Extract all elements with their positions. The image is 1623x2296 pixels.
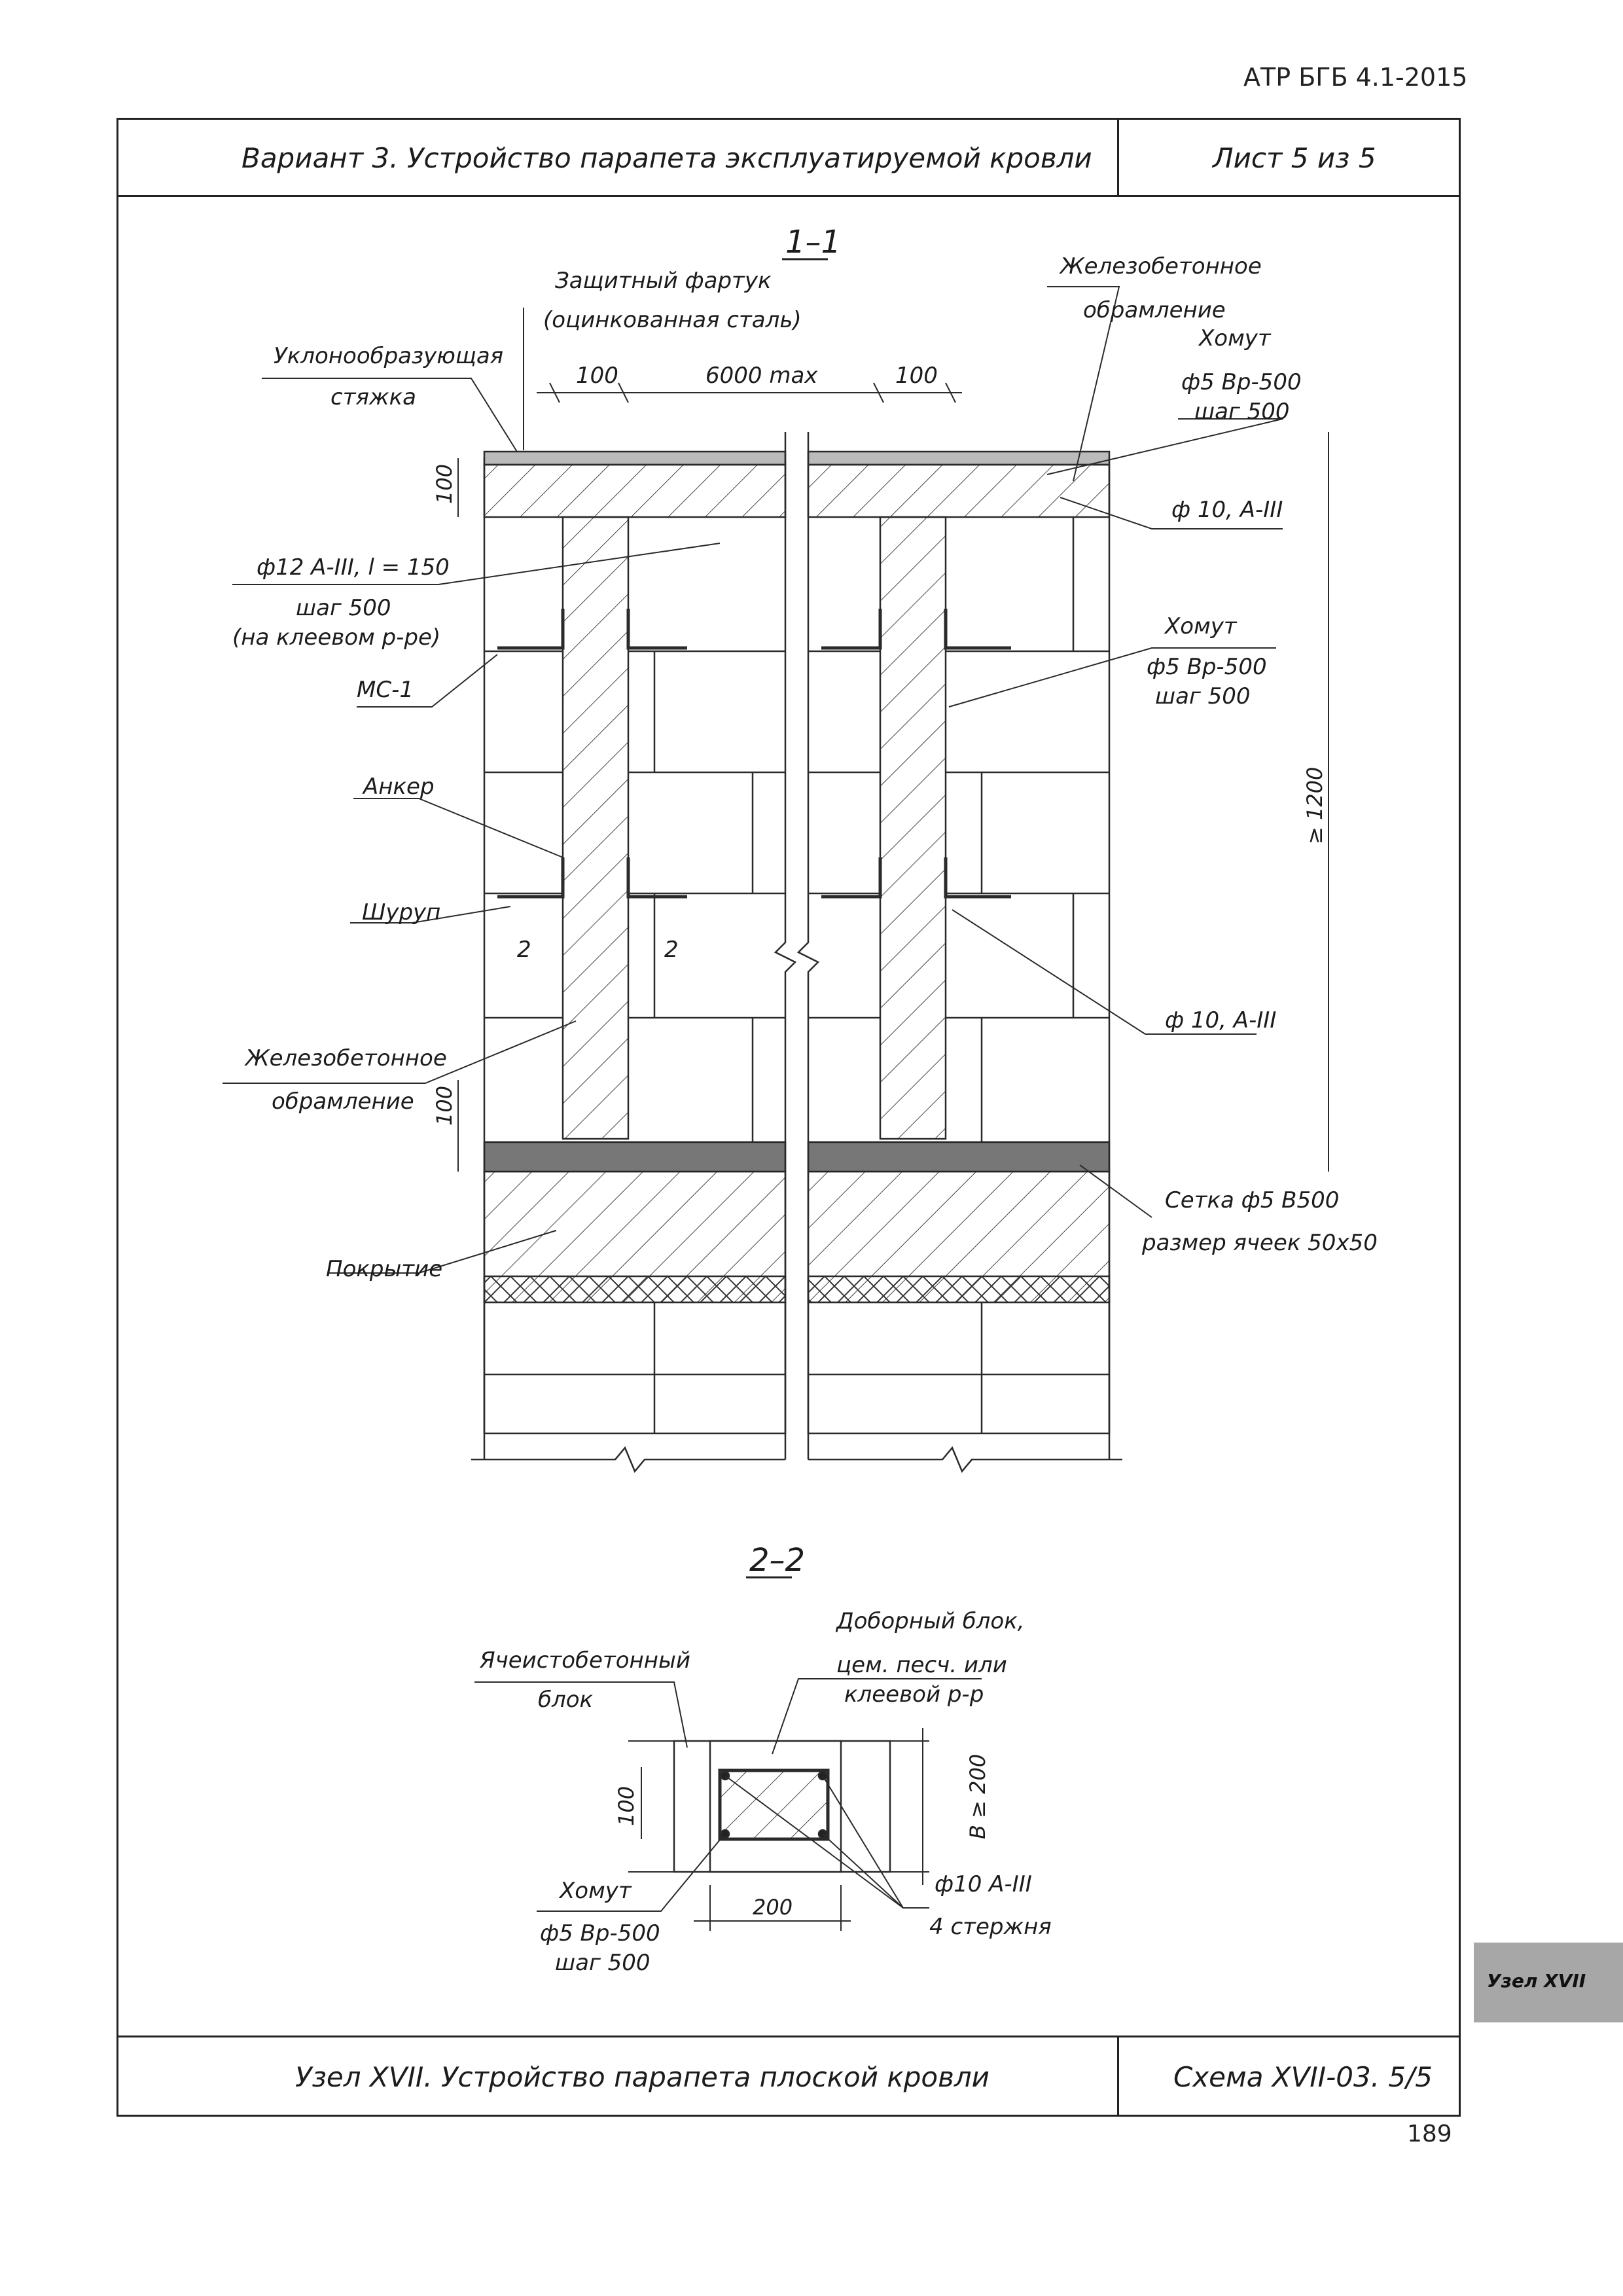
dim-width: 200 (753, 1895, 793, 1920)
extra-label-2: цем. песч. или (836, 1652, 1007, 1678)
node-title: Узел XVII. Устройство парапета плоской кровли (295, 2061, 990, 2093)
dim-right-margin: 100 (895, 363, 938, 389)
section-1-drawing (223, 287, 1329, 1471)
dim-top-slab: 100 (432, 463, 457, 504)
clamp-top-label-3: шаг 500 (1194, 399, 1290, 425)
section-2-label: 2–2 (749, 1542, 806, 1579)
rebar12-label-1: ф12 А-III, l = 150 (257, 554, 450, 581)
section-mark-right: 2 (664, 937, 679, 963)
section-mark-left: 2 (517, 937, 531, 963)
dim-thickness: 100 (614, 1785, 639, 1826)
clamp-label-3: шаг 500 (555, 1950, 651, 1976)
clamp-top-label-2: ф5 Вр-500 (1181, 369, 1302, 395)
clamp-top-label-1: Хомут (1199, 325, 1271, 351)
clamp-label-2: ф5 Вр-500 (540, 1920, 660, 1946)
section-2-drawing (474, 1679, 982, 1931)
rebar-label-1: ф10 А-III (935, 1871, 1032, 1897)
mesh-label-2: размер ячеек 50х50 (1142, 1230, 1378, 1256)
rebar10-top-label: ф 10, А-III (1171, 497, 1283, 523)
ms1-label: МС-1 (357, 677, 414, 703)
clamp-mid-label-2: ф5 Вр-500 (1147, 654, 1267, 680)
section-1-label: 1–1 (785, 224, 842, 260)
dim-height: ≥ 1200 (1302, 766, 1327, 844)
block-label-2: блок (538, 1687, 594, 1713)
sheet-number: Лист 5 из 5 (1213, 142, 1376, 174)
clamp-label-1: Хомут (560, 1878, 632, 1904)
frame-top-label-2: обрамление (1083, 297, 1226, 323)
screed-label-2: стяжка (330, 384, 416, 410)
screw-label: Шуруп (362, 899, 441, 925)
mesh-label-1: Сетка ф5 В500 (1165, 1187, 1340, 1213)
dim-bottom-slab: 100 (432, 1085, 457, 1126)
rebar10-bot-label: ф 10, А-III (1165, 1007, 1277, 1033)
frame-bot-label-2: обрамление (272, 1088, 414, 1115)
apron-label-2: (оцинкованная сталь) (543, 307, 802, 333)
dim-span: 6000 max (705, 363, 818, 389)
right-parapet-part (808, 452, 1109, 1460)
extra-label-3: клеевой р-р (844, 1681, 984, 1708)
document-code: АТР БГБ 4.1-2015 (1243, 63, 1468, 92)
dim-left-margin: 100 (576, 363, 618, 389)
block-label-1: Ячеистобетонный (480, 1647, 690, 1674)
section-1-annotations (232, 253, 1378, 1282)
apron-label-1: Защитный фартук (555, 268, 772, 294)
anchor-label: Анкер (363, 774, 435, 800)
rebar-label-2: 4 стержня (929, 1914, 1052, 1940)
page-number: 189 (1407, 2121, 1452, 2147)
extra-label-1: Доборный блок, (836, 1608, 1025, 1634)
covering-label: Покрытие (326, 1256, 443, 1282)
scheme-code: Схема XVII-03. 5/5 (1173, 2061, 1433, 2093)
dim-block-height: B ≥ 200 (965, 1753, 990, 1839)
clamp-mid-label-1: Хомут (1165, 613, 1237, 639)
screed-label-1: Уклонообразующая (274, 343, 504, 369)
rebar12-label-2: шаг 500 (296, 595, 391, 621)
frame-top-label-1: Железобетонное (1060, 253, 1262, 279)
sheet-title: Вариант 3. Устройство парапета эксплуатируемой кровли (241, 142, 1092, 174)
clamp-mid-label-3: шаг 500 (1155, 683, 1251, 709)
frame-bot-label-1: Железобетонное (245, 1045, 447, 1071)
rebar12-label-3: (на клеевом р-ре) (232, 624, 441, 651)
node-tab-label: Узел XVII (1487, 1970, 1586, 1992)
